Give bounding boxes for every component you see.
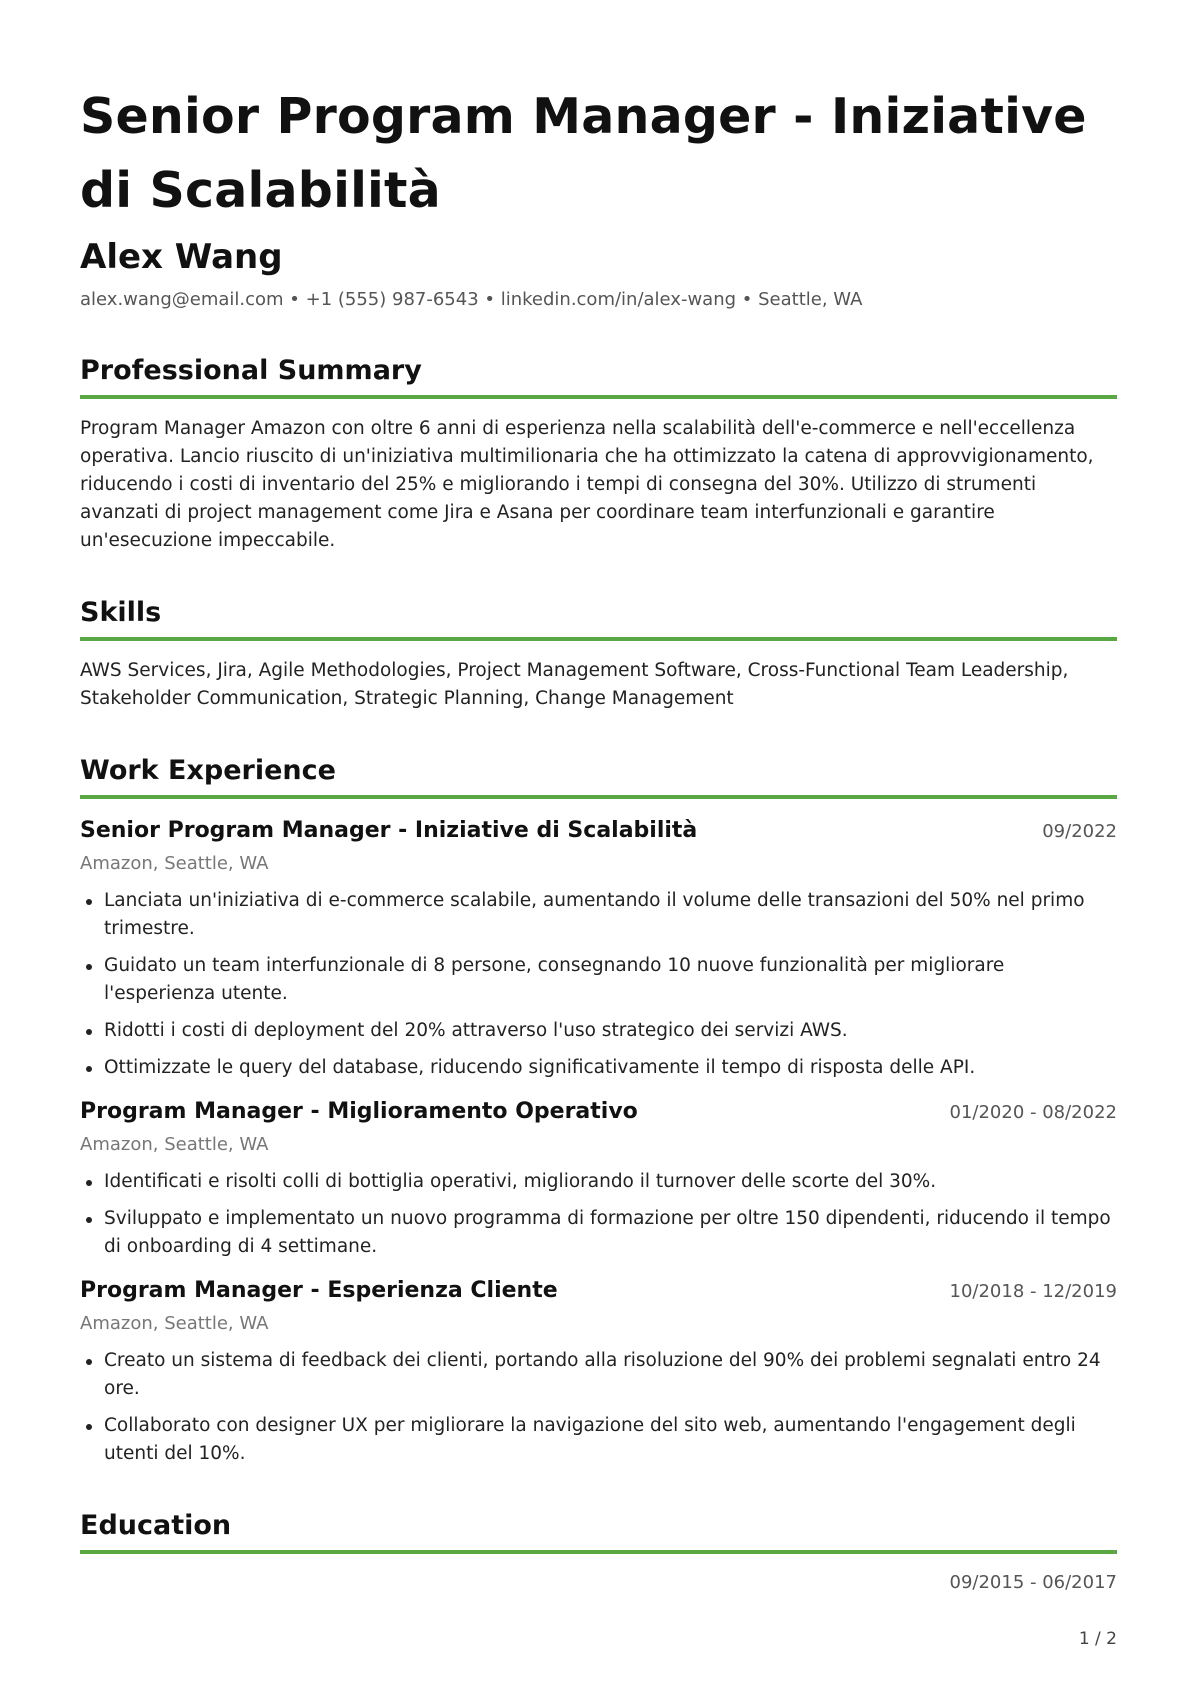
bullet-item: [80, 1205, 1117, 1261]
experience-section: [80, 753, 1117, 1468]
section-divider: [80, 1550, 1117, 1554]
job-header: [80, 815, 1117, 847]
job-entry: [80, 1275, 1117, 1468]
job-entry: [80, 815, 1117, 1082]
skills-section: [80, 595, 1117, 713]
bullet-text: Guidato un team interfunzionale di 8 persone, consegnando 10 nuove funzionalità per migliorare l'esperienza utente.: [104, 955, 1005, 1004]
candidate-name: Alex Wang: [80, 237, 283, 277]
bullet-dot-icon: [86, 1180, 92, 1186]
bullet-item: [80, 1168, 1117, 1196]
bullet-dot-icon: [86, 899, 92, 905]
bullet-dot-icon: [86, 1424, 92, 1430]
job-company: Amazon, Seattle, WA: [80, 1134, 269, 1155]
job-bullets: [80, 887, 1117, 1082]
job-header: [80, 1096, 1117, 1128]
bullet-dot-icon: [86, 1029, 92, 1035]
bullet-text: Collaborato con designer UX per migliorare la navigazione del sito web, aumentando l'engagement degli utenti del 10%.: [104, 1415, 1076, 1464]
page-number: 1 / 2: [1078, 1629, 1117, 1649]
bullet-text: Lanciata un'iniziativa di e-commerce scalabile, aumentando il volume delle transazioni del 50% nel primo trimestre.: [104, 890, 1085, 939]
bullet-text: Ridotti i costi di deployment del 20% attraverso l'uso strategico dei servizi AWS.: [104, 1020, 848, 1041]
bullet-dot-icon: [86, 1217, 92, 1223]
bullet-text: Creato un sistema di feedback dei clienti, portando alla risoluzione del 90% dei problemi segnalati entro 24 ore.: [104, 1350, 1101, 1399]
contact-info: alex.wang@email.com • +1 (555) 987-6543 • linkedin.com/in/alex-wang • Seattle, WA: [80, 289, 863, 310]
section-divider: [80, 795, 1117, 799]
job-entry: [80, 1096, 1117, 1261]
bullet-item: [80, 1054, 1117, 1082]
education-section: [80, 1508, 1117, 1596]
job-bullets: [80, 1347, 1117, 1468]
skills-heading: Skills: [80, 597, 162, 628]
bullet-item: [80, 1347, 1117, 1403]
job-role: Senior Program Manager - Iniziative di Scalabilità: [80, 818, 698, 843]
job-dates: 09/2022: [1042, 821, 1117, 842]
bullet-text: Ottimizzate le query del database, riducendo significativamente il tempo di risposta delle API.: [104, 1057, 976, 1078]
bullet-dot-icon: [86, 964, 92, 970]
job-role: Program Manager - Esperienza Cliente: [80, 1278, 558, 1303]
summary-section: [80, 353, 1117, 555]
job-company: Amazon, Seattle, WA: [80, 1313, 269, 1334]
experience-heading: Work Experience: [80, 755, 336, 786]
education-heading: Education: [80, 1510, 232, 1541]
bullet-dot-icon: [86, 1359, 92, 1365]
skills-text: AWS Services, Jira, Agile Methodologies, Project Management Software, Cross-Functional Team Leadership, Stakeholder Communication, Strategic Planning, Change Management: [80, 660, 1069, 709]
education-dates: 09/2015 - 06/2017: [949, 1572, 1117, 1593]
job-bullets: [80, 1168, 1117, 1261]
job-dates: 01/2020 - 08/2022: [949, 1102, 1117, 1123]
resume-title: Senior Program Manager - Iniziative di Scalabilità: [80, 88, 1087, 219]
bullet-item: [80, 952, 1117, 1008]
summary-heading: Professional Summary: [80, 355, 422, 386]
job-dates: 10/2018 - 12/2019: [949, 1281, 1117, 1302]
bullet-item: [80, 1412, 1117, 1468]
bullet-item: [80, 1017, 1117, 1045]
summary-text: Program Manager Amazon con oltre 6 anni di esperienza nella scalabilità dell'e-commerce e nell'eccellenza operativa. Lancio riuscito di un'iniziativa multimilionaria che ha ottimizzato la catena di approvvigionamento, riducendo i costi di inventario del 25% e migliorando i tempi di consegna del 30%. Utilizzo di strumenti avanzati di project management come Jira e Asana per coordinare team interfunzionali e garantire un'esecuzione impeccabile.: [80, 418, 1094, 551]
job-header: [80, 1275, 1117, 1307]
bullet-text: Sviluppato e implementato un nuovo programma di formazione per oltre 150 dipendenti, riducendo il tempo di onboarding di 4 settimane.: [104, 1208, 1111, 1257]
bullet-dot-icon: [86, 1066, 92, 1072]
section-divider: [80, 395, 1117, 399]
job-role: Program Manager - Miglioramento Operativo: [80, 1099, 638, 1124]
bullet-item: [80, 887, 1117, 943]
bullet-text: Identificati e risolti colli di bottiglia operativi, migliorando il turnover delle scorte del 30%.: [104, 1171, 937, 1192]
resume-page: [80, 80, 1117, 1596]
section-divider: [80, 637, 1117, 641]
job-company: Amazon, Seattle, WA: [80, 853, 269, 874]
education-entry: [80, 1570, 1117, 1596]
